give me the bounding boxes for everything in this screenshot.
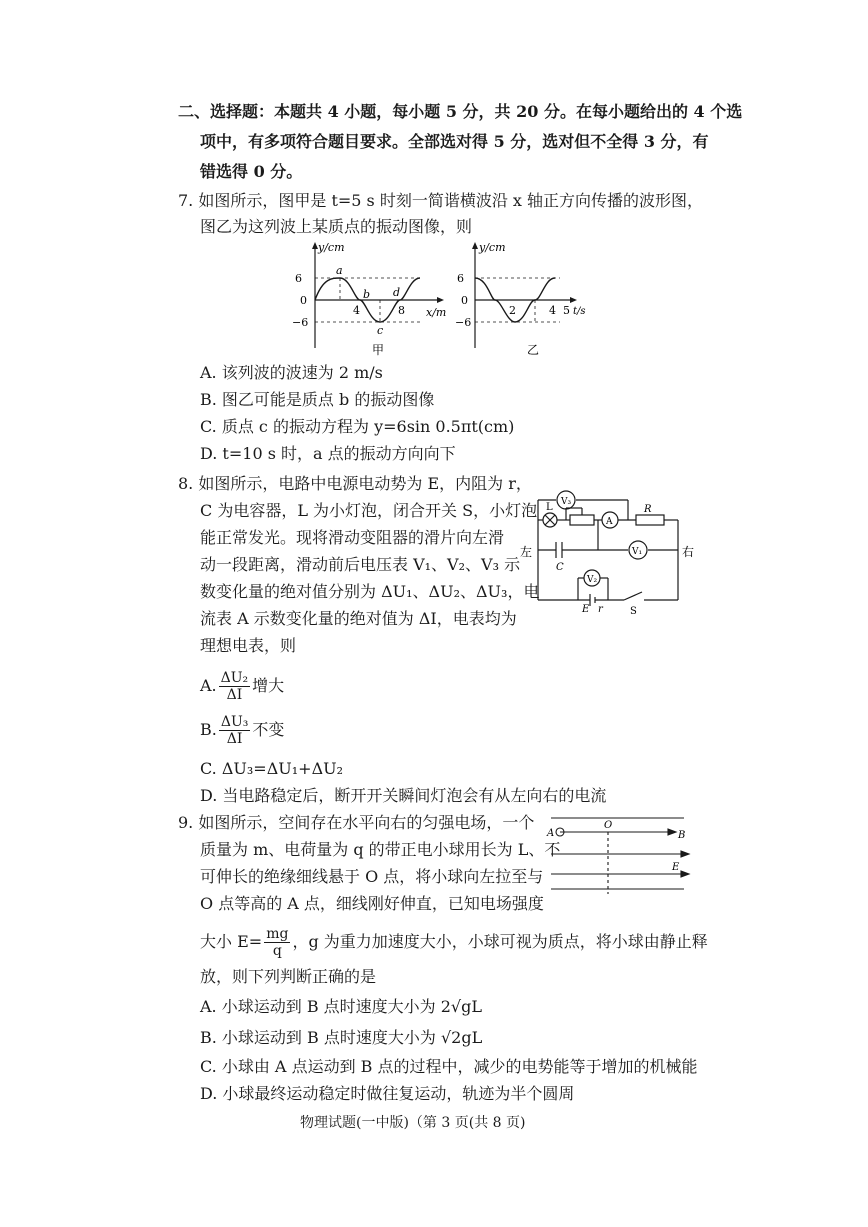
field-e-label: E bbox=[672, 862, 680, 873]
q8-option-b-fraction bbox=[219, 714, 251, 747]
q8-option-a-denominator: ΔI bbox=[226, 687, 243, 703]
point-c-label: c bbox=[377, 324, 384, 337]
circuit-c-label: C bbox=[556, 562, 564, 573]
circuit-right-label: 右 bbox=[682, 545, 695, 559]
field-point-a-label: A bbox=[547, 828, 555, 839]
q9-stem-line6: 放，则下列判断正确的是 bbox=[200, 967, 377, 986]
q8-option-b-numerator: ΔU₃ bbox=[220, 714, 249, 730]
q8-option-b-denominator: ΔI bbox=[226, 731, 243, 747]
q9-option-d: D. 小球最终运动稳定时做往复运动，轨迹为半个圆周 bbox=[200, 1084, 575, 1103]
circuit-v1-label: V₁ bbox=[632, 547, 643, 557]
q8-option-b-suffix: 不变 bbox=[252, 720, 285, 739]
q8-stem-line6: 流表 A 示数变化量的绝对值为 ΔI，电表均为 bbox=[200, 609, 517, 628]
q8-option-c: C. ΔU₃=ΔU₁+ΔU₂ bbox=[200, 759, 344, 778]
q9-stem5-suffix: ，g 为重力加速度大小，小球可视为质点，将小球由静止释 bbox=[292, 932, 708, 951]
circuit-a-label: A bbox=[606, 517, 613, 527]
q8-stem-line5: 数变化量的绝对值分别为 ΔU₁、ΔU₂、ΔU₃，电 bbox=[200, 582, 540, 601]
q9-stem-line3: 可伸长的绝缘细线悬于 O 点，将小球向左拉至与 bbox=[200, 867, 544, 886]
q8-stem-line4: 动一段距离，滑动前后电压表 V₁、V₂、V₃ 示 bbox=[200, 555, 521, 574]
q8-option-b bbox=[200, 712, 284, 748]
q7-stem-line2: 图乙为这列波上某质点的振动图像，则 bbox=[200, 217, 473, 236]
q8-option-d: D. 当电路稳定后，断开开关瞬间灯泡会有从左向右的电流 bbox=[200, 786, 607, 805]
circuit-r-label: R bbox=[644, 504, 652, 515]
point-b-label: b bbox=[363, 288, 371, 301]
q7-wave-figure-jia bbox=[290, 238, 460, 358]
q8-option-a-suffix: 增大 bbox=[252, 676, 285, 695]
q8-option-a-numerator: ΔU₂ bbox=[220, 670, 249, 686]
q9-stem-line1: 9. 如图所示，空间存在水平向右的匀强电场，一个 bbox=[178, 813, 535, 832]
field-point-o-label: O bbox=[604, 820, 613, 831]
q9-stem-line4: O 点等高的 A 点，细线刚好伸直，已知电场强度 bbox=[200, 894, 544, 913]
section-header-line1: 二、选择题：本题共 4 小题，每小题 5 分，共 20 分。在每小题给出的 4 个选 bbox=[178, 102, 743, 121]
q8-stem-line2: C 为电容器，L 为小灯泡，闭合开关 S，小灯泡 bbox=[200, 501, 538, 520]
jia-xlabel: x/m bbox=[426, 306, 447, 319]
yi-ytick-0: 0 bbox=[461, 294, 468, 307]
q9-stem5-prefix: 大小 E= bbox=[200, 932, 263, 951]
section-header-line3: 错选得 0 分。 bbox=[200, 162, 303, 181]
yi-xtick-4: 4 bbox=[549, 304, 556, 317]
jia-ytick-0: 0 bbox=[300, 294, 307, 307]
q8-circuit-diagram bbox=[518, 478, 698, 618]
circuit-l-label: L bbox=[546, 502, 553, 513]
q8-option-a bbox=[200, 668, 284, 704]
circuit-v2-label: V₂ bbox=[587, 575, 598, 585]
q8-stem-line3: 能正常发光。现将滑动变阻器的滑片向左滑 bbox=[200, 528, 505, 547]
yi-caption: 乙 bbox=[527, 343, 540, 357]
q7-option-b: B. 图乙可能是质点 b 的振动图像 bbox=[200, 390, 435, 409]
q9-e-numerator: mg bbox=[266, 926, 289, 942]
q7-option-d: D. t=10 s 时，a 点的振动方向向下 bbox=[200, 444, 456, 463]
yi-ytick-6: 6 bbox=[457, 272, 464, 285]
q9-e-denominator: q bbox=[272, 943, 282, 959]
yi-xtick-5: 5 bbox=[563, 304, 570, 317]
point-a-label: a bbox=[336, 264, 343, 277]
field-point-b-label: B bbox=[678, 830, 686, 841]
q9-field-diagram bbox=[546, 814, 696, 894]
q9-option-c: C. 小球由 A 点运动到 B 点的过程中，减少的电势能等于增加的机械能 bbox=[200, 1057, 698, 1076]
yi-ylabel: y/cm bbox=[479, 241, 506, 254]
jia-caption: 甲 bbox=[372, 343, 385, 357]
circuit-s-label: S bbox=[630, 606, 637, 617]
q8-stem-line1: 8. 如图所示，电路中电源电动势为 E，内阻为 r， bbox=[178, 474, 532, 493]
q9-stem-line5 bbox=[200, 922, 708, 962]
circuit-r-internal-label: r bbox=[598, 604, 603, 615]
q9-option-b: B. 小球运动到 B 点时速度大小为 √2gL bbox=[200, 1028, 483, 1047]
section-header-line2: 项中，有多项符合题目要求。全部选对得 5 分，选对但不全得 3 分，有 bbox=[200, 132, 709, 151]
circuit-v3-label: V₃ bbox=[561, 497, 572, 507]
q8-option-a-prefix: A. bbox=[200, 676, 217, 695]
q7-option-c: C. 质点 c 的振动方程为 y=6sin 0.5πt(cm) bbox=[200, 417, 515, 436]
yi-xtick-2: 2 bbox=[509, 304, 516, 317]
q7-option-a: A. 该列波的波速为 2 m/s bbox=[200, 363, 383, 382]
q9-stem-line2: 质量为 m、电荷量为 q 的带正电小球用长为 L、不 bbox=[200, 840, 561, 859]
page-footer: 物理试题(一中版)（第 3 页(共 8 页) bbox=[300, 1115, 526, 1131]
q9-e-fraction bbox=[264, 926, 290, 959]
jia-ytick-6: 6 bbox=[295, 272, 302, 285]
q8-stem-line7: 理想电表，则 bbox=[200, 636, 297, 655]
q7-vibration-figure-yi bbox=[455, 238, 595, 378]
yi-xlabel: t/s bbox=[573, 306, 586, 317]
point-d-label: d bbox=[393, 286, 401, 299]
jia-xtick-8: 8 bbox=[398, 304, 405, 317]
jia-ylabel: y/cm bbox=[318, 241, 345, 254]
jia-ytick-neg6: −6 bbox=[292, 316, 309, 329]
circuit-left-label: 左 bbox=[520, 545, 533, 559]
jia-xtick-4: 4 bbox=[353, 304, 360, 317]
q9-option-a: A. 小球运动到 B 点时速度大小为 2√gL bbox=[200, 997, 482, 1016]
q7-stem-line1: 7. 如图所示，图甲是 t=5 s 时刻一简谐横波沿 x 轴正方向传播的波形图， bbox=[178, 191, 704, 210]
q8-option-b-prefix: B. bbox=[200, 720, 217, 739]
circuit-e-label: E bbox=[582, 604, 590, 615]
q8-option-a-fraction bbox=[219, 670, 251, 703]
yi-ytick-neg6: −6 bbox=[455, 316, 472, 329]
